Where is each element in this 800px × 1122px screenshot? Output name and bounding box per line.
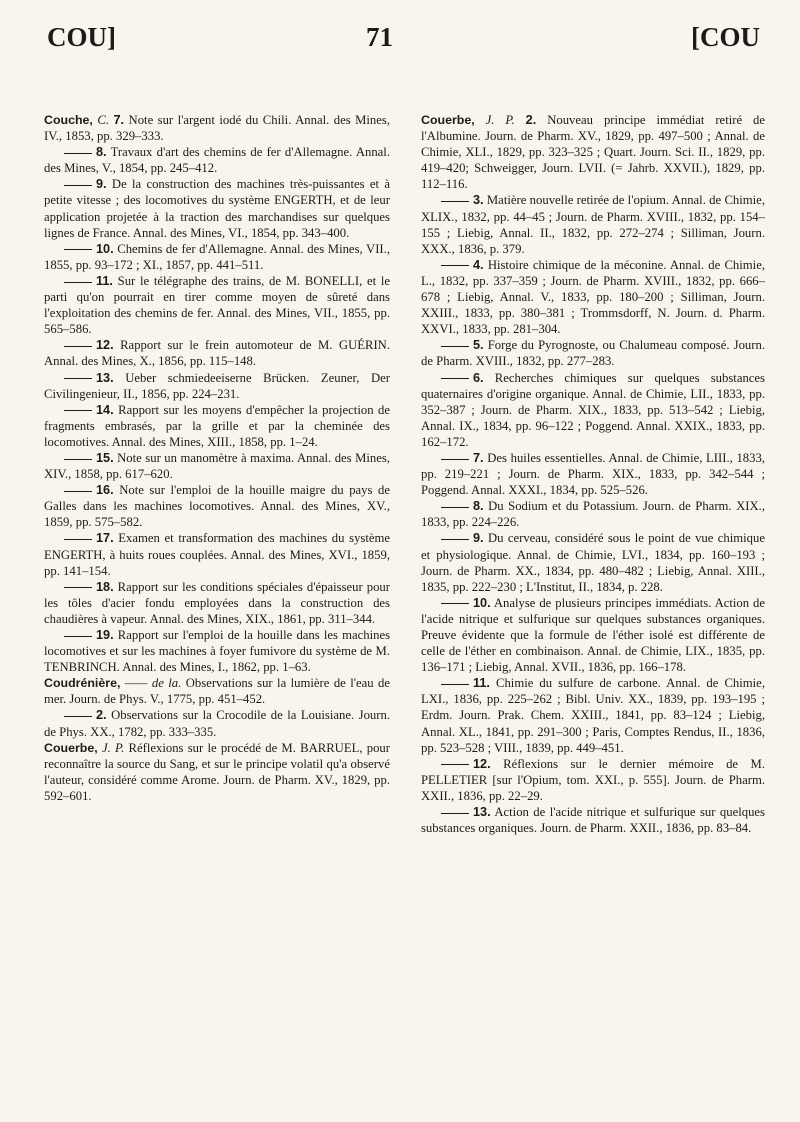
entry-sub	[44, 402, 390, 450]
author-name: Couche,	[44, 113, 93, 127]
ditto-dash	[441, 539, 469, 540]
entry-number: 10.	[473, 595, 491, 610]
entry-text: Du cerveau, considéré sous le point de vue chimique et physiologique. Annal. de Chimie, LVI., 1834, pp. 160–193 ; Journ. de Pharm. XX., 1834, pp. 480–482 ; Liebig, Annal. XIII., 1835, pp. 222–230 ; L'Institut, II., 1834, p. 228.	[421, 531, 765, 594]
entry-text: Observations sur la Crocodile de la Louisiane. Journ. de Phys. XX., 1782, pp. 333–335.	[44, 708, 390, 739]
entry-text: Note sur l'emploi de la houille maigre du pays de Galles dans les machines locomotives. Annal. des Mines, XV., 1859, pp. 575–582.	[44, 483, 390, 530]
entry-sub	[44, 337, 390, 369]
entry-sub	[44, 273, 390, 337]
entry-text: Histoire chimique de la méconine. Annal. de Chimie, L., 1832, pp. 337–359 ; Journ. de Pharm. XVIII., 1832, pp. 666–678 ; Liebig, Annal. V., 1833, pp. 180–200 ; Silliman, Journ. XXIII., 1833, pp. 380–381 ; Trommsdorff, N. Journ. d. Pharm. XXVI., 1833, pp. 281–304.	[421, 257, 765, 337]
entry-text: Chemins de fer d'Allemagne. Annal. des Mines, VII., 1855, pp. 93–172 ; XI., 1857, pp. 441–511.	[44, 241, 390, 272]
ditto-dash	[64, 491, 92, 492]
author-initials: C.	[97, 113, 109, 127]
left-column	[44, 112, 390, 804]
entry-sub	[421, 756, 765, 804]
entry-text: Examen et transformation des machines du système ENGERTH, à huits roues couplées. Annal. des Mines, XVI., 1859, pp. 141–154.	[44, 531, 391, 578]
entry-sub	[421, 595, 765, 675]
entry-number: 3.	[473, 193, 484, 208]
entry-text: Réflexions sur le dernier mémoire de M. PELLETIER [sur l'Opium, tom. XXI., p. 555]. Journ. de Pharm. XXII., 1836, pp. 22–29.	[421, 756, 765, 803]
author-name: Couerbe,	[421, 113, 475, 127]
entry-sub	[421, 530, 765, 594]
ditto-dash	[64, 587, 92, 588]
entry-text: Note sur l'argent iodé du Chili. Annal. des Mines, IV., 1853, pp. 329–333.	[44, 113, 391, 144]
entry-sub	[421, 675, 765, 755]
entry-text: Rapport sur les moyens d'empêcher la projection de fragments embrasés, par la grille et par la cheminée des locomotives. Annal. des Mines, XIII., 1858, pp. 1–24.	[44, 402, 391, 449]
ditto-dash	[64, 410, 92, 411]
ditto-dash	[441, 684, 469, 685]
entry-number: 4.	[473, 257, 484, 272]
entry-sub	[44, 482, 390, 530]
ditto-dash	[441, 346, 469, 347]
author-name: Couerbe,	[44, 740, 98, 755]
entry-text: Forge du Pyrognoste, ou Chalumeau composé. Journ. de Pharm. XVIII., 1832, pp. 277–283.	[421, 338, 765, 369]
entry-sub	[44, 707, 390, 739]
ditto-dash	[64, 636, 92, 637]
entry-number: 17.	[96, 531, 114, 546]
ditto-dash	[64, 153, 92, 154]
entry-text: Observations sur la lumière de l'eau de mer. Journ. de Phys. V., 1775, pp. 451–452.	[44, 676, 391, 707]
ditto-dash	[441, 459, 469, 460]
entry-sub	[421, 337, 765, 369]
entry-number: 8.	[96, 145, 107, 160]
entry-number: 14.	[96, 402, 114, 417]
entry-number: 8.	[473, 499, 484, 514]
ditto-dash	[441, 265, 469, 266]
entry-text: Analyse de plusieurs principes immédiats. Action de l'acide nitrique et sulfurique sur quelques substances organiques. Preuve évidente que la formule de l'éther isolé est différente de celle de l'éther en combinaison. Annal. de Chimie, LIX., 1835, pp. 136–171 ; Liebig, Annal. XVII., 1836, pp. 166–178.	[421, 595, 765, 675]
ditto-dash	[441, 813, 469, 814]
entry-text: Réflexions sur le procédé de M. BARRUEL, pour reconnaître la source du Sang, et sur le principe volatil qu'a observé l'auteur, considéré comme Arome. Journ. de Pharm. XV., 1829, pp. 592–601.	[44, 740, 390, 803]
entry-text: Sur le télégraphe des trains, de M. BONELLI, et le parti qu'on pourrait en tirer comme moyen de sûreté dans l'exploitation des chemins de fer. Annal. des Mines, VII., 1855, pp. 565–586.	[44, 273, 391, 337]
entry-number: 2.	[525, 113, 537, 127]
ditto-dash	[441, 201, 469, 202]
entry-text: Nouveau principe immédiat retiré de l'Albumine. Journ. de Pharm. XV., 1829, pp. 497–500 ; Annal. de Chimie, XLI., 1829, pp. 323–325 ; Quart. Journ. Sci. II., 1829, pp. 419–420; Schweigger, Journ. LVII. (= Jahrb. XXVII.), 1829, pp. 112–116.	[421, 113, 766, 192]
entry-number: 16.	[96, 483, 114, 498]
ditto-dash	[64, 378, 92, 379]
entry-author	[421, 112, 765, 192]
ditto-dash	[441, 507, 469, 508]
entry-number: 12.	[473, 756, 491, 771]
entry-text: De la construction des machines très-puissantes et à petite vitesse ; des locomotives du système ENGERTH, et de leur application projetée à la traction des marchandises sur quelques lignes de France. Annal. des Mines, VI., 1854, pp. 343–400.	[44, 177, 391, 240]
entry-sub	[421, 498, 765, 530]
right-column	[421, 112, 765, 836]
author-initials: J. P.	[485, 113, 515, 127]
entry-sub	[44, 579, 390, 627]
entry-text: Chimie du sulfure de carbone. Annal. de Chimie, LXI., 1836, pp. 225–262 ; Bibl. Univ. XX., 1839, pp. 193–195 ; Erdm. Journ. Prak. Chem. XXIII., 1841, pp. 83–124 ; Liebig, Annal. XL., 1841, pp. 291–300 ; Paris, Comptes Rendus, II., 1836, pp. 523–528 ; VIII., 1839, pp. 449–451.	[421, 676, 765, 755]
entry-number: 7.	[473, 450, 484, 465]
ditto-dash	[64, 185, 92, 186]
entry-sub	[421, 370, 765, 450]
entry-text: Rapport sur le frein automoteur de M. GUÉRIN. Annal. des Mines, X., 1856, pp. 115–148.	[44, 338, 391, 369]
ditto-dash	[64, 716, 92, 717]
entry-number: 11.	[96, 273, 113, 288]
entry-sub	[421, 804, 765, 836]
ditto-dash	[64, 249, 92, 250]
entry-number: 10.	[96, 241, 114, 256]
entry-sub	[44, 530, 390, 578]
entry-text: Matière nouvelle retirée de l'opium. Annal. de Chimie, XLIX., 1832, pp. 44–45 ; Journ. de Pharm. XVIII., 1832, pp. 154–155 ; Liebig, Annal. II., 1832, pp. 272–274 ; Silliman, Journ. XXX., 1836, p. 379.	[421, 193, 765, 256]
ditto-dash	[441, 764, 469, 765]
entry-author	[44, 740, 390, 804]
entry-text: Rapport sur l'emploi de la houille dans les machines locomotives et sur les machines à foyer fumivore du système de M. TENBRINCH. Annal. des Mines, I., 1862, pp. 1–63.	[44, 628, 391, 675]
ditto-dash	[64, 282, 92, 283]
entry-sub	[421, 450, 765, 498]
ditto-dash	[64, 539, 92, 540]
entry-number: 9.	[473, 531, 484, 546]
entry-number: 13.	[473, 805, 491, 820]
entry-sub	[44, 450, 390, 482]
entry-sub	[44, 176, 390, 240]
entry-sub	[421, 257, 765, 337]
header-left: COU]	[47, 22, 116, 52]
entry-number: 7.	[113, 113, 125, 127]
header-right: [COU	[691, 22, 760, 52]
author-initials: —— de la.	[124, 676, 182, 691]
entry-text: Note sur un manomètre à maxima. Annal. des Mines, XIV., 1858, pp. 617–620.	[44, 450, 390, 482]
entry-text: Travaux d'art des chemins de fer d'Allemagne. Annal. des Mines, V., 1854, pp. 245–412.	[44, 145, 390, 176]
entry-text: Recherches chimiques sur quelques substances quaternaires d'origine organique. Annal. de Chimie, LII., 1833, pp. 352–387 ; Journ. de Pharm. XIX., 1833, pp. 513–542 ; Liebig, Annal. IX., 1834, pp. 96–122 ; Poggend. Annal. XXIX., 1833, pp. 162–172.	[421, 370, 765, 449]
entry-text: Rapport sur les conditions spéciales d'épaisseur pour les tôles d'acier fondu employées dans la construction des chaudières à vapeur. Annal. des Mines, XIX., 1861, pp. 311–344.	[44, 579, 391, 626]
entry-text: Ueber schmiedeeiserne Brücken. Zeuner, Der Civilingenieur, II., 1856, pp. 224–231.	[44, 370, 391, 401]
entry-sub	[421, 192, 765, 256]
ditto-dash	[441, 378, 469, 379]
entry-sub	[44, 627, 390, 675]
entry-author	[44, 112, 390, 144]
entry-number: 11.	[473, 676, 490, 691]
entry-number: 6.	[473, 370, 484, 385]
entry-sub	[44, 370, 390, 402]
running-header	[0, 22, 800, 62]
entry-number: 12.	[96, 338, 114, 353]
ditto-dash	[441, 603, 469, 604]
entry-text: Action de l'acide nitrique et sulfurique sur quelques substances organiques. Journ. de Pharm. XXII., 1836, pp. 83–84.	[421, 805, 765, 836]
entry-number: 5.	[473, 338, 484, 353]
author-initials: J. P.	[101, 740, 125, 755]
page-number: 71	[366, 22, 393, 52]
author-name: Coudrénière,	[44, 676, 121, 691]
entry-author	[44, 675, 390, 707]
ditto-dash	[64, 346, 92, 347]
entry-number: 18.	[96, 579, 114, 594]
entry-text: Des huiles essentielles. Annal. de Chimie, LIII., 1833, pp. 219–221 ; Journ. de Pharm. XIX., 1833, pp. 342–544 ; Poggend. Annal. XXXI., 1834, pp. 525–526.	[421, 450, 765, 498]
entry-number: 19.	[96, 628, 114, 642]
entry-sub	[44, 241, 390, 273]
entry-number: 15.	[96, 450, 114, 465]
ditto-dash	[64, 459, 92, 460]
entry-number: 2.	[96, 708, 107, 723]
entry-number: 9.	[96, 177, 107, 192]
entry-text: Du Sodium et du Potassium. Journ. de Pharm. XIX., 1833, pp. 224–226.	[421, 499, 765, 530]
entry-number: 13.	[96, 370, 114, 385]
entry-sub	[44, 144, 390, 176]
